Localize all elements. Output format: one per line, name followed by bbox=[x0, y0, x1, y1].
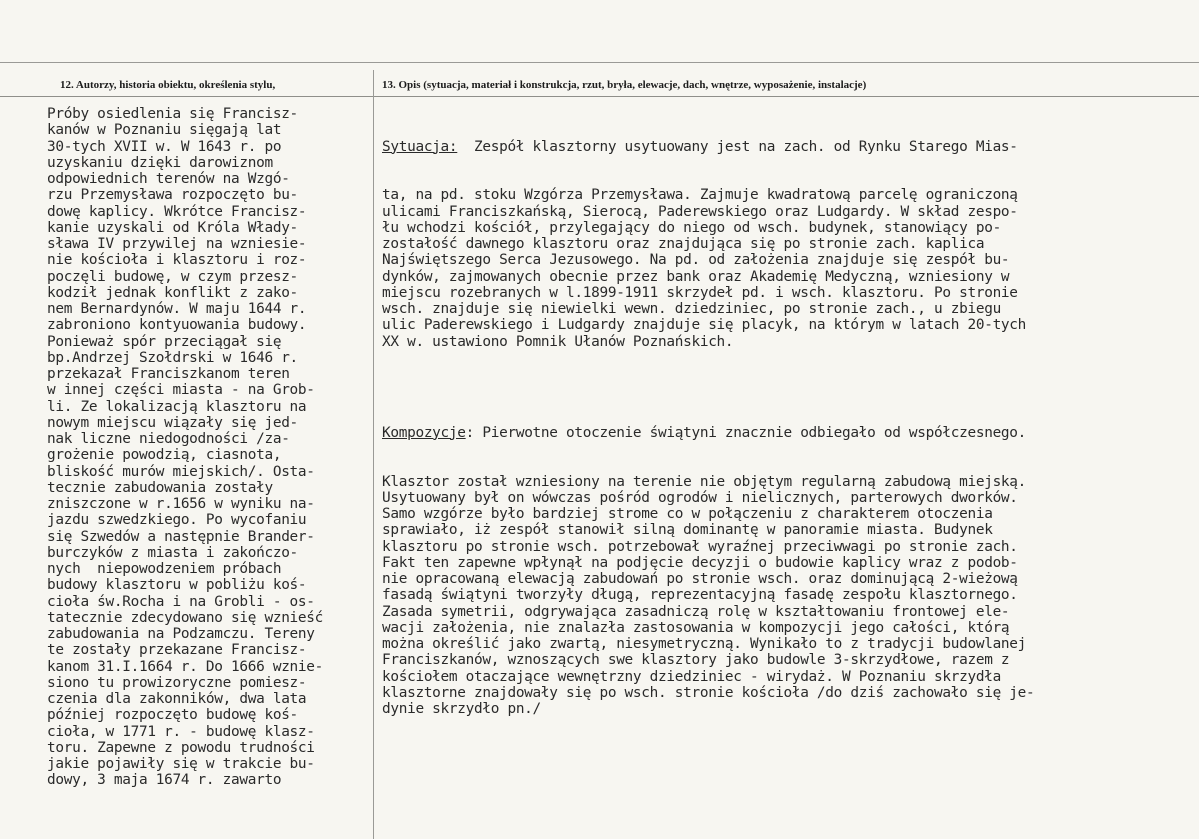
text-line: Ponieważ spór przeciągał się bbox=[47, 333, 282, 350]
text-line: toru. Zapewne z powodu trudności bbox=[47, 739, 315, 756]
text-line: 30-tych XVII w. W 1643 r. po bbox=[47, 138, 282, 155]
text-line: tatecznie zdecydowano się wznieść bbox=[47, 609, 324, 626]
text-line: cioła św.Rocha i na Grobli - os- bbox=[47, 593, 315, 610]
text-line: dowy, 3 maja 1674 r. zawarto bbox=[47, 772, 282, 789]
text-line: poczęli budowę, w czym przesz- bbox=[47, 268, 298, 285]
text-line: nak liczne niedogodności /za- bbox=[47, 431, 290, 447]
kompozycje-first-line: : Pierwotne otoczenie świątyni znacznie odbiegało od współczesnego. bbox=[465, 424, 1027, 441]
text-line: ulicami Franciszkańską, Sierocą, Paderewskiego oraz Ludgardy. W skład zespo- bbox=[382, 203, 1018, 220]
text-line: bliskość murów miejskich/. Osta- bbox=[47, 463, 315, 480]
text-line: łu wchodzi kościół, przylegający do niego od wsch. budynek, stanowiący po- bbox=[382, 219, 1001, 236]
text-line: zniszczone w r.1656 w wyniku na- bbox=[47, 496, 315, 512]
text-line: się Szwedów a następnie Brander- bbox=[47, 528, 315, 545]
text-line: nie kościoła i klasztoru i roz- bbox=[47, 252, 307, 269]
header-divider bbox=[0, 96, 1199, 97]
text-line: dynie skrzydło pn./ bbox=[382, 701, 541, 717]
text-line: ulic Paderewskiego i Ludgardy znajduje się placyk, na którym w latach 20-tych bbox=[382, 317, 1027, 334]
text-line: cioła, w 1771 r. - budowę klasz- bbox=[47, 723, 315, 740]
text-line: burczyków z miasta i zakończo- bbox=[47, 544, 298, 561]
description-text-column bbox=[382, 106, 1197, 750]
text-line: jakie pojawiły się w trakcie bu- bbox=[47, 756, 315, 772]
text-line: Fakt ten zapewne wpłynął na podjęcie decyzji o budowie kaplicy wraz z podob- bbox=[382, 554, 1018, 571]
text-line: nowym miejscu wiązały się jed- bbox=[47, 414, 298, 431]
text-line: Najświętszego Serca Jezusowego. Na pd. od założenia znajduje się zespół bu- bbox=[382, 252, 1010, 269]
text-line: klasztoru po stronie wsch. potrzebował wyraźnej przeciwwagi po stronie zach. bbox=[382, 538, 1018, 555]
kompozycje-paragraph bbox=[382, 474, 1197, 718]
text-line: XX w. ustawiono Pomnik Ułanów Poznańskich. bbox=[382, 333, 734, 350]
text-line: odpowiednich terenów na Wzgó- bbox=[47, 171, 290, 187]
text-line: Franciszkanów, wznoszących swe klasztory jako budowle 3-skrzydłowe, razem z bbox=[382, 652, 1010, 669]
sytuacja-paragraph bbox=[382, 187, 1197, 350]
text-line: rzu Przemysława rozpoczęto bu- bbox=[47, 187, 298, 204]
text-line: nie opracowaną elewacją zabudowań po stronie wsch. oraz dominującą 2-wieżową bbox=[382, 571, 1018, 587]
kompozycje-label: Kompozycje bbox=[382, 424, 466, 441]
text-line: sprawiało, iż zespół stanowił silną dominantę w panoramie miasta. Budynek bbox=[382, 522, 993, 539]
text-line: bp.Andrzej Szołdrski w 1646 r. bbox=[47, 349, 298, 366]
text-line: uzyskaniu dzięki darowiznom bbox=[47, 154, 273, 171]
text-line: przekazał Franciszkanom teren bbox=[47, 366, 290, 382]
sytuacja-line bbox=[382, 139, 1197, 155]
text-line: ta, na pd. stoku Wzgórza Przemysława. Zajmuje kwadratową parcelę ograniczoną bbox=[382, 187, 1018, 204]
text-line: zabroniono kontyuowania budowy. bbox=[47, 317, 307, 334]
text-line: Usytuowany był on wówczas pośród ogrodów i nielicznych, parterowych dworków. bbox=[382, 489, 1018, 506]
text-line: zabudowania na Podzamczu. Tereny bbox=[47, 626, 315, 642]
top-rule bbox=[0, 0, 1199, 63]
text-line: Próby osiedlenia się Francisz- bbox=[47, 106, 298, 122]
text-line: dynków, zajmowanych obecnie przez bank oraz Akademię Medyczną, wzniesiony w bbox=[382, 268, 1010, 285]
history-text-column bbox=[47, 106, 377, 789]
text-line: tecznie zabudowania zostały bbox=[47, 479, 273, 496]
text-line: grożenie powodzią, ciasnota, bbox=[47, 447, 282, 464]
text-line: wacji założenia, nie znalazła zastosowania w kompozycji jego całości, którą bbox=[382, 619, 1010, 636]
kompozycje-line bbox=[382, 425, 1197, 441]
text-line: Samo wzgórze było bardziej strome co w połączeniu z charakterem otoczenia bbox=[382, 506, 993, 522]
text-line: te zostały przekazane Francisz- bbox=[47, 642, 307, 659]
section-13-header: 13. Opis (sytuacja, materiał i konstrukcja, rzut, bryła, elewacje, dach, wnętrze, wyposażenie, instalacje) bbox=[382, 79, 867, 91]
sytuacja-label: Sytuacja: bbox=[382, 138, 458, 155]
text-line: budowy klasztoru w pobliżu koś- bbox=[47, 577, 307, 594]
text-line: klasztorne znajdowały się po wsch. stronie kościoła /do dziś zachowało się je- bbox=[382, 684, 1035, 701]
sytuacja-first-line: Zespół klasztorny usytuowany jest na zach. od Rynku Starego Mias- bbox=[457, 138, 1018, 155]
text-line: nem Bernardynów. W maju 1644 r. bbox=[47, 301, 307, 317]
text-line: Klasztor został wzniesiony na terenie nie objętym regularną zabudową miejską. bbox=[382, 473, 1027, 490]
section-12-header: 12. Autorzy, historia obiektu, określenia stylu, bbox=[60, 79, 276, 91]
text-line: miejscu rozebranych w l.1899-1911 skrzydeł pd. i wsch. klasztoru. Po stronie bbox=[382, 284, 1018, 301]
text-line: zostałość dawnego klasztoru oraz znajdująca się po stronie zach. kaplica bbox=[382, 236, 985, 252]
text-line: sława IV przywilej na wzniesie- bbox=[47, 236, 307, 252]
paragraph-gap bbox=[382, 382, 1197, 392]
text-line: kanom 31.I.1664 r. Do 1666 wznie- bbox=[47, 658, 324, 675]
text-line: dowę kaplicy. Wkrótce Francisz- bbox=[47, 203, 307, 220]
text-line: można określić jako zwartą, niesymetryczną. Wynikało to z tradycji budowlanej bbox=[382, 636, 1027, 652]
text-line: nych niepowodzeniem próbach bbox=[47, 561, 282, 577]
text-line: jazdu szwedzkiego. Po wycofaniu bbox=[47, 512, 307, 529]
text-line: fasadą świątyni tworzyły długą, reprezentacyjną fasadę zespołu klasztornego. bbox=[382, 587, 1018, 604]
text-line: siono tu prowizoryczne pomiesz- bbox=[47, 674, 307, 691]
text-line: kościołem otaczające wewnętrzny dziedziniec - wirydaż. W Poznaniu skrzydła bbox=[382, 668, 1001, 685]
text-line: kanie uzyskali od Króla Włady- bbox=[47, 219, 298, 236]
text-line: wsch. znajduje się niewielki wewn. dziedziniec, po stronie zach., u zbiegu bbox=[382, 301, 1001, 317]
text-line: Zasada symetrii, odgrywająca zasadniczą rolę w kształtowaniu frontowej ele- bbox=[382, 603, 1010, 620]
text-line: czenia dla zakonników, dwa lata bbox=[47, 691, 307, 707]
text-line: li. Ze lokalizacją klasztoru na bbox=[47, 398, 307, 415]
text-line: w innej części miasta - na Grob- bbox=[47, 382, 315, 399]
text-line: kanów w Poznaniu sięgają lat bbox=[47, 122, 282, 139]
text-line: kodził jednak konflikt z zako- bbox=[47, 284, 298, 301]
text-line: później rozpoczęto budowę koś- bbox=[47, 707, 298, 724]
